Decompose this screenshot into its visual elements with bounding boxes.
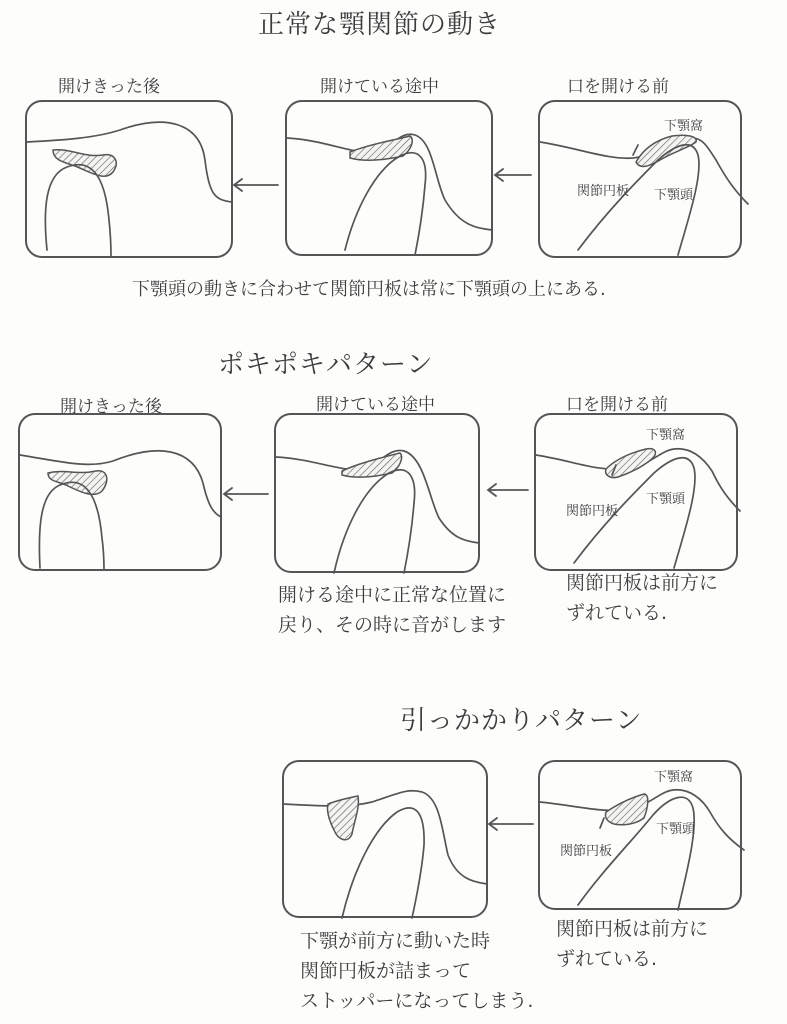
caption-before-open-2: 口を開ける前 xyxy=(566,395,668,415)
caption-mid-open-2: 開けている途中 xyxy=(316,395,435,415)
arrow-left-1a xyxy=(232,178,280,192)
note-lock-left: 下顎が前方に動いた時 関節円板が詰まって ストッパーになってしまう. xyxy=(300,930,534,1012)
panel-click-mid xyxy=(274,413,482,575)
panel-normal-after xyxy=(25,100,235,260)
label-condyle-2: 下顎頭 xyxy=(646,492,686,507)
note-click-before: 関節円板は前方に ずれている. xyxy=(566,572,719,624)
arrow-left-2b xyxy=(486,483,530,497)
section-title-lock: 引っかかりパターン xyxy=(400,706,643,736)
label-disc-3: 関節円板 xyxy=(560,844,613,859)
panel-lock-right xyxy=(538,760,744,912)
panel-click-after xyxy=(18,413,224,573)
section-title-normal: 正常な顎関節の動き xyxy=(258,10,502,40)
panel-click-before xyxy=(534,413,740,573)
panel-lock-left xyxy=(282,760,490,920)
section-title-click: ポキポキパターン xyxy=(218,350,434,380)
label-fossa-3: 下顎窩 xyxy=(654,770,694,785)
arrow-left-3 xyxy=(487,817,535,831)
note-lock-right: 関節円板は前方に ずれている. xyxy=(556,918,709,970)
label-condyle-1: 下顎頭 xyxy=(654,188,694,203)
panel-normal-before xyxy=(538,100,748,260)
label-disc-2: 関節円板 xyxy=(566,504,619,519)
panel-normal-mid xyxy=(285,100,495,258)
summary-normal: 下顎頭の動きに合わせて関節円板は常に下顎頭の上にある. xyxy=(132,279,606,300)
label-condyle-3: 下顎頭 xyxy=(656,822,696,837)
note-click-mid: 開ける途中に正常な位置に 戻り、その時に音がします xyxy=(278,584,507,636)
caption-after-open-2: 開けきった後 xyxy=(60,397,162,417)
caption-before-open: 口を開ける前 xyxy=(567,77,669,97)
caption-after-open: 開けきった後 xyxy=(58,77,160,97)
caption-mid-open: 開けている途中 xyxy=(320,77,439,97)
arrow-left-2a xyxy=(222,487,270,501)
arrow-left-1b xyxy=(493,168,533,182)
label-fossa-1: 下顎窩 xyxy=(664,119,704,134)
label-fossa-2: 下顎窩 xyxy=(646,428,686,443)
label-disc-1: 関節円板 xyxy=(577,184,630,199)
